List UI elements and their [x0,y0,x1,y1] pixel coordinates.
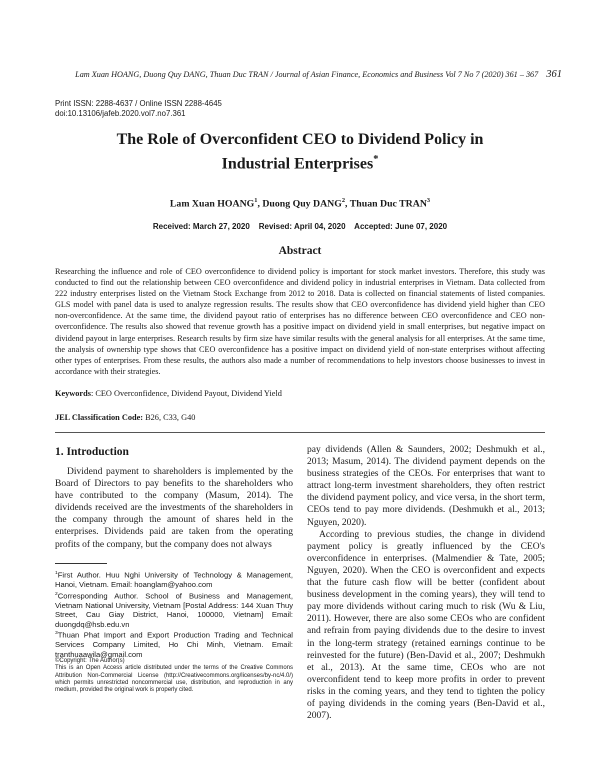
title-line-2 [55,150,545,174]
footnote-3-text: Thuan Phat Import and Export Production Trading and Technical Services Company Limited, Ho Chi Minh, Vietnam. Email: tranthuaawila@gmail.com [55,630,293,659]
running-head [40,69,562,80]
license-text: This is an Open Access article distributed under the terms of the Creative Commons Attribution Non-Commercial License (http://Creativecommons.org/licenses/by-nc/4.0/) which permits unrestricted noncommercial use, distribution, and reproduction in any medium, provided the original work is properly cited. [55,665,293,694]
jel-text: B26, C33, G40 [143,413,196,422]
intro-paragraph-continued: pay dividends (Allen & Saunders, 2002; Deshmukh et al., 2013; Masum, 2014). The dividend payment depends on the business strategies of the CEOs. For enterprises that want to attract long-term investment shareholders, they often restrict the dividend payment policy, and vice versa, in the short term, CEOs tend to pay more dividends. (Deshmukh et al., 2013; Nguyen, 2020). [307,445,545,528]
jel-label: JEL Classification Code: [55,413,144,422]
issn-block [55,99,222,119]
footnote-divider [55,563,107,564]
introduction-left-column [55,466,293,551]
title-line-2-text: Industrial Enterprises [221,155,374,173]
author-3: Thuan Duc TRAN [349,198,427,210]
page-number: 361 [546,69,562,80]
received-date: Received: March 27, 2020 [152,222,250,231]
intro-paragraph-1: Dividend payment to shareholders is implemented by the Board of Directors to pay benefits to the shareholders who have contributed to the company (Masum, 2014). The dividends received are the investments of the shareholders in the company through the amount of shares held in the enterprises. Dividends paid are taken from the operating profits of the company, but the company does not always [55,467,293,550]
author-separator: , [257,198,263,210]
footnote-3-mark: 3 [55,631,58,637]
footnote-1 [55,569,293,590]
footnotes [55,569,293,659]
keywords-label: Keywords [55,389,91,398]
keywords-line [55,389,545,398]
author-2: Duong Quy DANG [262,198,342,210]
submission-dates [55,222,545,231]
jel-line [55,413,545,422]
footnote-1-mark: 1 [55,571,58,576]
footnote-2 [55,590,293,630]
footnote-1-text: First Author. Huu Nghi University of Technology & Management, Hanoi, Vietnam. Email: hoanglam@yahoo.com [55,570,293,590]
doi-line: doi:10.13106/jafeb.2020.vol7.no7.361 [55,109,186,118]
footnote-2-text: Corresponding Author. School of Business and Management, Vietnam National University, Vietnam [Postal Address: 144 Xuan Thuy Street, Cau Giay District, Hanoi, 100000, Vietnam] Email: duongdq@hsb.edu.vn [55,591,293,629]
running-head-text: Lam Xuan HOANG, Duong Quy DANG, Thuan Duc TRAN / Journal of Asian Finance, Economics and Business Vol 7 No 7 (2020) 361 – 367 [75,70,539,79]
revised-date: Revised: April 04, 2020 [258,222,346,231]
abstract-text: Researching the influence and role of CEO overconfidence to dividend policy is important for stock market investors. Therefore, this study was conducted to find out the relationship between CEO overconfidence and dividend policy in industrial enterprises in Vietnam. Data collected from 222 industry enterprises listed on the Vietnam Stock Exchange from 2012 to 2018. Data is collected on financial statements of listed companies. GLS model with panel data is used to analyze regression results. The results show that CEO overconfidence has dividend yield higher than CEO non-overconfidence. At the same time, the dividend payout ratio of enterprises has no difference between CEO overconfidence and CEO non-overconfidence. The results also showed that revenue growth has a positive impact on dividend yield in small enterprises, but negative impact on dividend payout in large enterprises. Research results by firm size have similar results with the general analysis for all enterprises. At the same time, the analysis of ownership type shows that CEO overconfidence has a positive impact on dividend yield of non-state enterprises without affecting other types of enterprises. From these results, the authors also made a number of recommendations to help investors choose businesses to invest in accordance with their strategies. [55,267,545,376]
title-footnote-mark: * [373,154,379,165]
author-2-affil: 2 [341,197,346,204]
abstract-heading: Abstract [278,245,322,257]
keywords-text: : CEO Overconfidence, Dividend Payout, Dividend Yield [90,389,282,398]
introduction-right-column [307,444,545,722]
author-1-affil: 1 [254,197,258,204]
section-divider [55,432,545,433]
paper-title [55,130,545,174]
author-list [55,197,545,209]
footnote-2-mark: 2 [55,591,58,597]
author-3-affil: 3 [426,197,431,204]
title-line-1: The Role of Overconfident CEO to Dividend Policy in [116,131,484,148]
accepted-date: Accepted: June 07, 2020 [354,222,448,231]
copyright-line: ©Copyright: The Author(s) [55,658,125,664]
footnote-3 [55,629,293,659]
intro-paragraph-2: According to previous studies, the change in dividend payment policy is greatly influenced by the CEO's overconfidence in enterprises. (Malmendier & Tate, 2005; Nguyen, 2020). When the CEO is overconfident and expects that the future cash flow will be better (confident about business development in the coming years), they will tend to pay more dividends without caring much to risk (Wu & Liu, 2011). However, there are also some CEOs who are confident and refrain from paying dividends due to the desire to invest in the long-term strategy (retained earnings continue to be reinvested for the future) (Ben-David et al., 2007; Deshmukh et al., 2013). At the same time, CEOs who are not overconfident tend to keep more profits in order to prevent risks in the coming years, and they tend to tighten the policy of paying dividends in the coming years (Ben-David et al., 2007). [307,529,545,722]
introduction-heading: 1. Introduction [55,446,129,458]
author-1: Lam Xuan HOANG [169,198,255,210]
copyright-notice [55,658,293,694]
issn-line: Print ISSN: 2288-4637 / Online ISSN 2288-4645 [55,99,222,108]
author-separator: , [345,198,350,210]
